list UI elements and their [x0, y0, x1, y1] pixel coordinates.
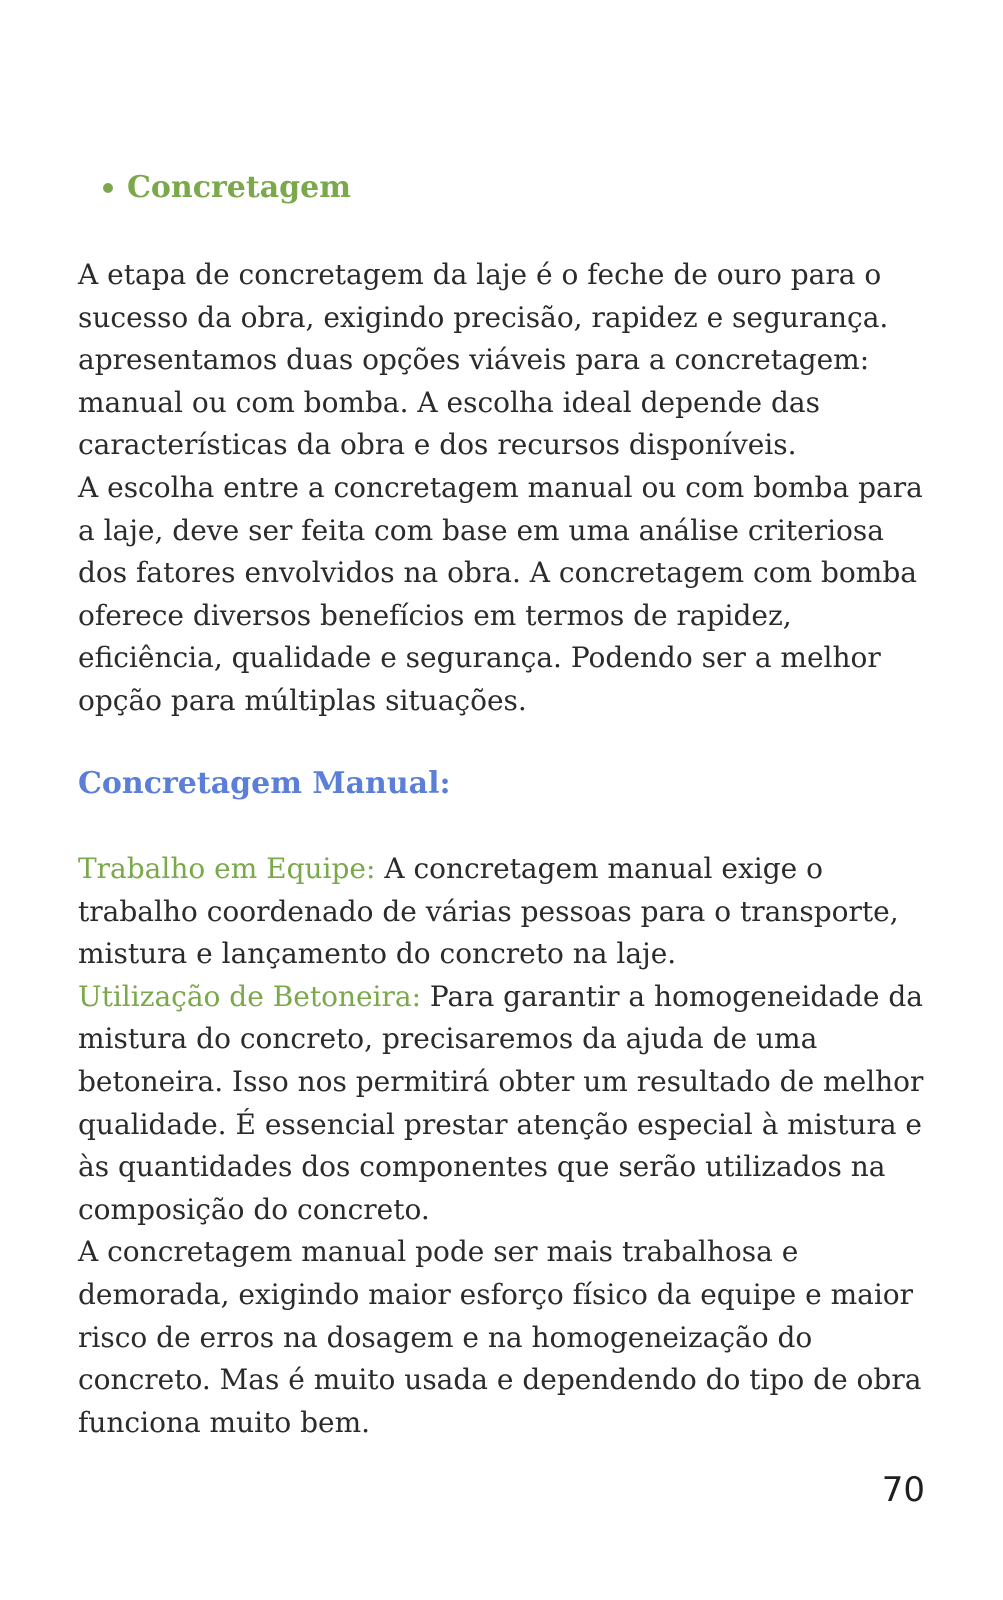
intro-text — [78, 254, 938, 723]
manual-section — [78, 848, 938, 1444]
manual-item-label: Utilização de Betoneira: — [78, 979, 422, 1013]
manual-closing: A concretagem manual pode ser mais trabalhosa e demorada, exigindo maior esforço físico da equipe e maior risco de erros na dosagem e na homogeneização do concreto. Mas é muito usada e dependendo do tipo de obra funciona muito bem. — [78, 1235, 922, 1439]
intro-paragraph: A escolha entre a concretagem manual ou com bomba para a laje, deve ser feita com base em uma análise criteriosa dos fatores envolvidos na obra. A concretagem com bomba oferece diversos benefícios em termos de rapidez, eficiência, qualidade e segurança. Podendo ser a melhor opção para múltiplas situações. — [78, 470, 923, 717]
manual-item — [78, 976, 938, 1232]
bullet-icon — [103, 183, 113, 193]
page-number: 70 — [881, 1470, 925, 1510]
intro-paragraph: A etapa de concretagem da laje é o feche de ouro para o sucesso da obra, exigindo precisão, rapidez e segurança. apresentamos duas opções viáveis para a concretagem: manual ou com bomba. A escolha ideal depende das características da obra e dos recursos disponíveis. — [78, 258, 889, 462]
section-heading — [103, 168, 351, 208]
section-title: Concretagem — [127, 170, 351, 205]
manual-item-text: Para garantir a homogeneidade da mistura do concreto, precisaremos da ajuda de uma betoneira. Isso nos permitirá obter um resultado de melhor qualidade. É essencial prestar atenção especial à mistura e às quantidades dos componentes que serão utilizados na composição do concreto. — [78, 979, 924, 1226]
manual-item — [78, 848, 938, 976]
manual-item-text: A concretagem manual exige o trabalho coordenado de várias pessoas para o transporte, mistura e lançamento do concreto na laje. — [78, 852, 899, 971]
manual-heading: Concretagem Manual: — [78, 766, 451, 801]
manual-item-label: Trabalho em Equipe: — [78, 852, 376, 885]
